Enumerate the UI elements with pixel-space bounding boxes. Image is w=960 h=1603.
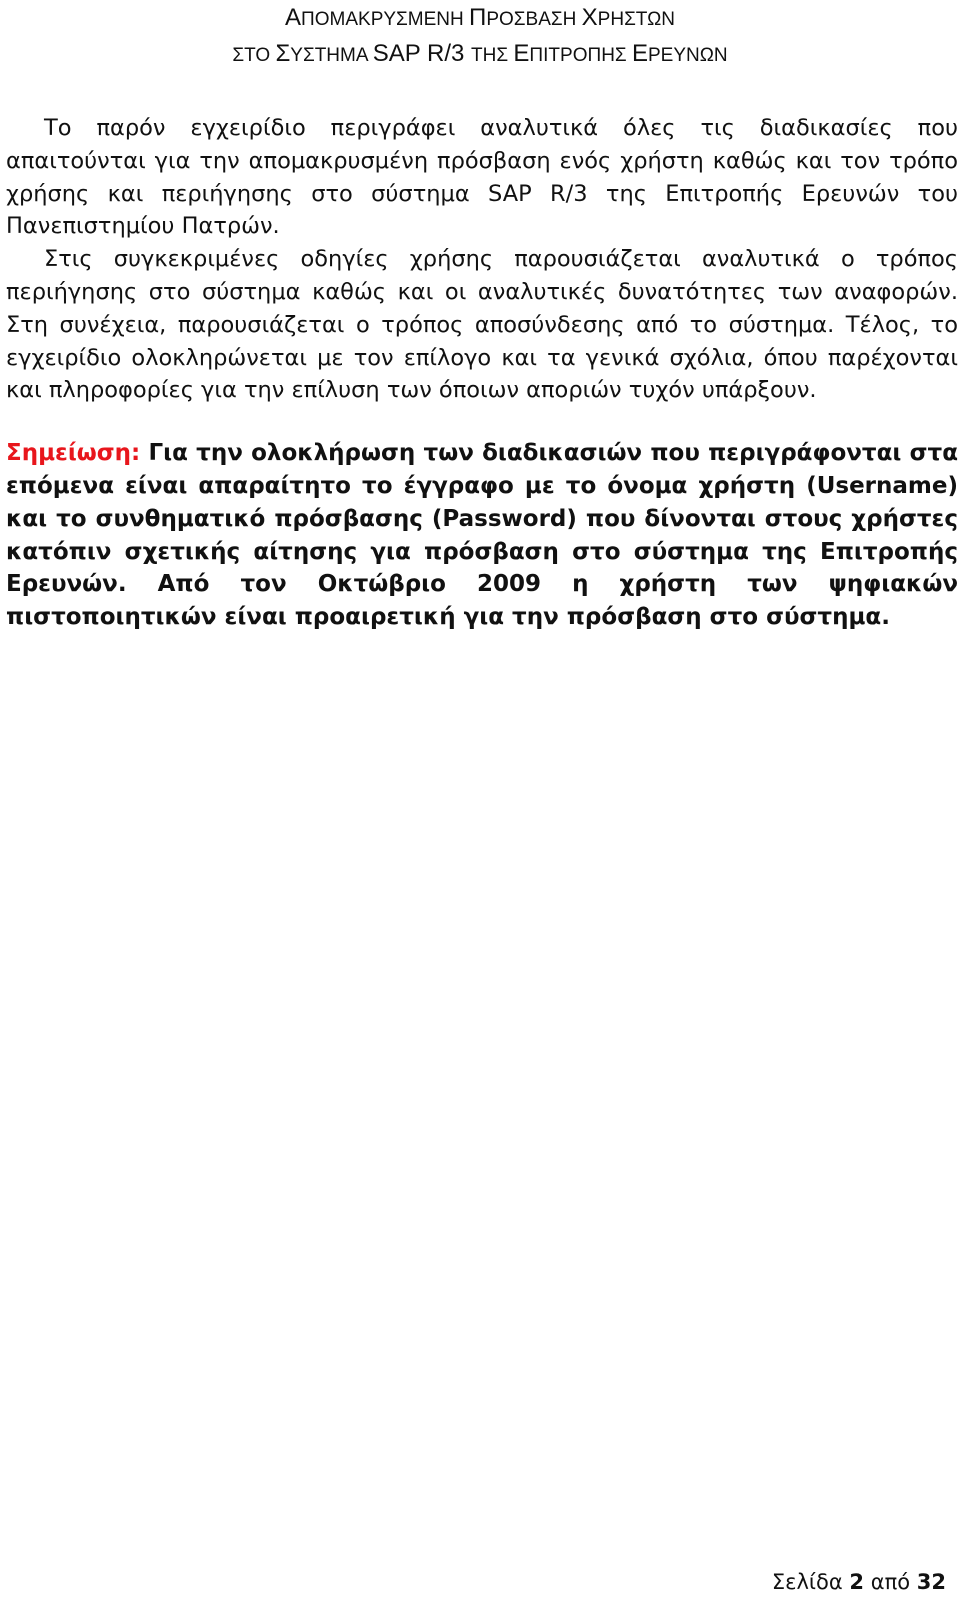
page-word: Σελίδα	[771, 1570, 843, 1594]
header-line-1-part: ΡΟΣΒΑΣΗ	[486, 9, 582, 30]
header-title-line-1	[0, 0, 960, 38]
header-line-2-part: ΤΗΣ	[471, 45, 514, 66]
current-page-number: 2	[849, 1570, 865, 1594]
document-body	[6, 112, 958, 634]
header-line-1-part: ΠΟΜΑΚΡΥΣΜΕΝΗ	[301, 9, 470, 30]
header-line-2-part: ΡΕΥΝΩΝ	[647, 45, 728, 66]
header-line-2-part: Σ	[275, 40, 291, 67]
header-line-2-part: ΣΤΟ	[232, 45, 276, 66]
of-word: από	[870, 1570, 911, 1594]
header-line-1-part: Χ	[581, 4, 598, 31]
header-line-2-part: ΠΙΤΡΟΠΗΣ	[529, 45, 632, 66]
note-text: Για την ολοκλήρωση των διαδικασιών που περιγράφονται στα επόμενα είναι απαραίτητο το έγγραφο με το όνομα χρήστη (Username) και το συνθηματικό πρόσβασης (Password) που δίνονται στους χρήστες κατόπιν σχετικής αίτησης για πρόσβαση στο σύστημα της Επιτροπής Ερευνών. Από τον Οκτώβριο 2009 η χρήστη των ψηφιακών πιστοποιητικών είναι προαιρετική για την πρόσβαση στο σύστημα.	[6, 440, 958, 631]
header-line-1-part: Π	[469, 4, 487, 31]
header-line-1-part: Α	[285, 4, 302, 31]
total-pages-number: 32	[916, 1570, 946, 1594]
page-number-footer	[772, 1570, 946, 1594]
header-line-1-part: ΡΗΣΤΩΝ	[597, 9, 675, 30]
header-title-line-2	[0, 36, 960, 74]
header-line-2-part: Ε	[631, 40, 648, 67]
header-line-2-part: SAP R/3	[372, 40, 472, 67]
header-line-2-part: ΥΣΤΗΜΑ	[290, 45, 373, 66]
description-paragraph: Στις συγκεκριμένες οδηγίες χρήσης παρουσιάζεται αναλυτικά ο τρόπος περιήγησης στο σύστημα καθώς και οι αναλυτικές δυνατότητες των αναφορών. Στη συνέχεια, παρουσιάζεται ο τρόπος αποσύνδεσης από το σύστημα. Τέλος, το εγχειρίδιο ολοκληρώνεται με τον επίλογο και τα γενικά σχόλια, όπου παρέχονται και πληροφορίες για την επίλυση των όποιων αποριών τυχόν υπάρξουν.	[6, 246, 958, 404]
intro-paragraph: Το παρόν εγχειρίδιο περιγράφει αναλυτικά όλες τις διαδικασίες που απαιτούνται για την απομακρυσμένη πρόσβαση ενός χρήστη καθώς και τον τρόπο χρήσης και περιήγησης στο σύστημα SAP R/3 της Επιτροπής Ερευνών του Πανεπιστημίου Πατρών.	[6, 115, 958, 240]
header-line-2-part: Ε	[513, 40, 530, 67]
note-label: Σημείωση:	[6, 440, 141, 467]
note-paragraph	[6, 437, 958, 634]
document-header	[0, 0, 960, 74]
